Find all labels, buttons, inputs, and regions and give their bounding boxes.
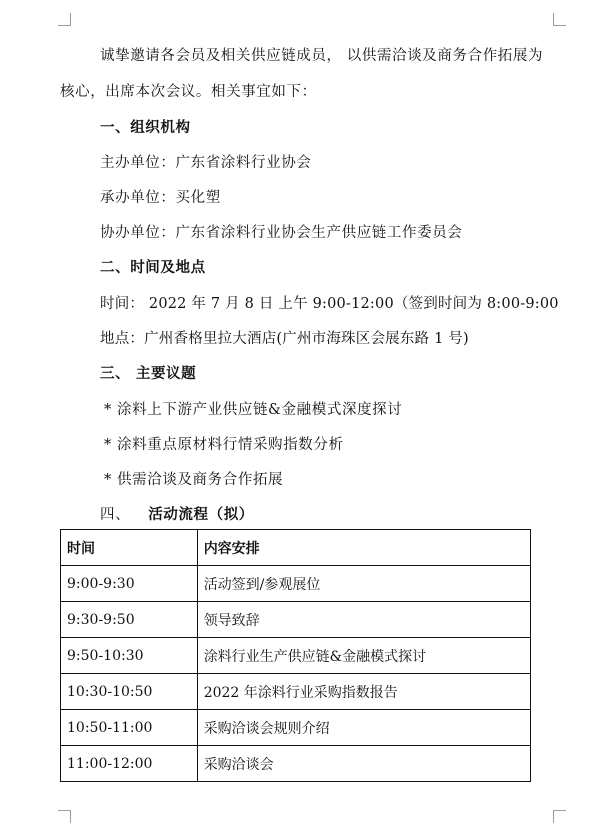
page-corner-mark <box>58 13 71 26</box>
agenda-content-cell: 领导致辞 <box>197 602 530 638</box>
agenda-content-cell: 2022 年涂料行业采购指数报告 <box>197 674 530 710</box>
section-heading-agenda-title: 活动流程（拟） <box>148 507 254 523</box>
section-heading-agenda-prefix: 四、 <box>100 507 131 523</box>
table-row <box>61 638 531 674</box>
table-row <box>61 602 531 638</box>
table-row <box>61 566 531 602</box>
page-corner-mark <box>553 13 566 26</box>
topic-item: * 涂料上下游产业供应链&金融模式深度探讨 <box>104 402 403 418</box>
page-corner-mark <box>553 810 566 823</box>
agenda-content-cell: 采购洽谈会 <box>197 746 530 782</box>
column-header-content: 内容安排 <box>197 530 530 566</box>
topic-item: * 供需洽谈及商务合作拓展 <box>104 472 284 488</box>
agenda-content-cell: 活动签到/参观展位 <box>197 566 530 602</box>
agenda-time-cell: 9:00-9:30 <box>61 566 198 602</box>
event-place: 地点：广州香格里拉大酒店(广州市海珠区会展东路 1 号) <box>100 331 469 347</box>
topic-item: * 涂料重点原材料行情采购指数分析 <box>104 437 344 453</box>
table-row <box>61 746 531 782</box>
table-row <box>61 710 531 746</box>
co-organizer-unit: 协办单位：广东省涂料行业协会生产供应链工作委员会 <box>100 225 463 241</box>
section-heading-organization: 一、组织机构 <box>100 120 191 136</box>
organizer-unit: 承办单位：买化塑 <box>100 190 221 206</box>
intro-line-2: 核心，出席本次会议。相关事宜如下： <box>60 84 317 100</box>
intro-line-1: 诚挚邀请各会员及相关供应链成员， 以供需洽谈及商务合作拓展为 <box>100 48 544 64</box>
section-heading-time-place: 二、时间及地点 <box>100 260 206 276</box>
agenda-time-cell: 10:30-10:50 <box>61 674 198 710</box>
agenda-time-cell: 11:00-12:00 <box>61 746 198 782</box>
column-header-time: 时间 <box>61 530 198 566</box>
agenda-time-cell: 9:50-10:30 <box>61 638 198 674</box>
section-heading-agenda <box>100 503 254 524</box>
agenda-time-cell: 10:50-11:00 <box>61 710 198 746</box>
page-corner-mark <box>58 810 71 823</box>
event-time: 时间： 2022 年 7 月 8 日 上午 9:00-12:00（签到时间为 8:00-9:00 <box>100 296 559 312</box>
table-row <box>61 674 531 710</box>
agenda-table <box>60 529 531 782</box>
agenda-content-cell: 涂料行业生产供应链&金融模式探讨 <box>197 638 530 674</box>
host-unit: 主办单位：广东省涂料行业协会 <box>100 155 312 171</box>
table-header-row <box>61 530 531 566</box>
section-heading-topics: 三、 主要议题 <box>100 366 197 382</box>
agenda-content-cell: 采购洽谈会规则介绍 <box>197 710 530 746</box>
agenda-time-cell: 9:30-9:50 <box>61 602 198 638</box>
